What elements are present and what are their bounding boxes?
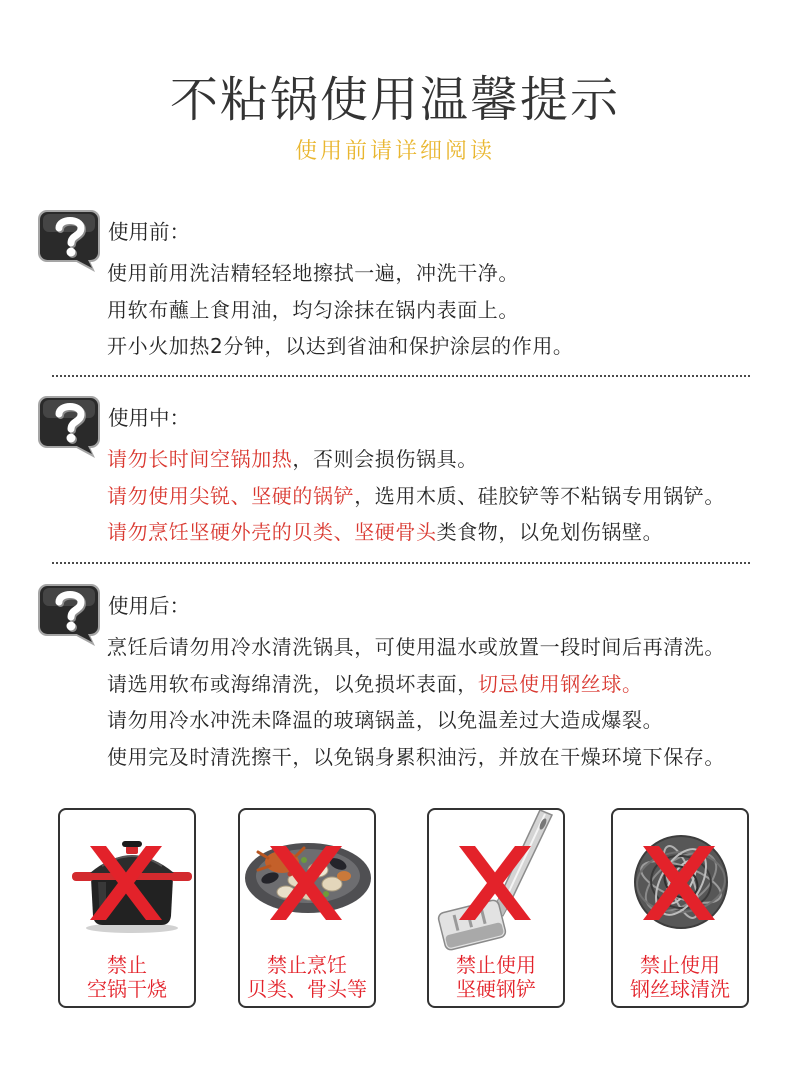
warning-caption xyxy=(240,953,374,1001)
warning-caption xyxy=(613,953,747,1001)
section-heading: 使用中： xyxy=(108,406,190,430)
warning-caption-line: 禁止烹饪 xyxy=(267,953,347,977)
page-title: 不粘锅使用温馨提示 xyxy=(169,72,620,128)
question-bubble-icon xyxy=(37,395,103,459)
tip-text: 用软布蘸上食用油，均匀涂抹在锅内表面上。 xyxy=(107,297,519,322)
tip-lines xyxy=(107,629,777,775)
tip-line xyxy=(107,702,777,739)
dotted-divider xyxy=(52,562,750,564)
red-cross-icon xyxy=(270,846,342,920)
warning-card-hard-spatula xyxy=(427,808,565,1008)
tip-line xyxy=(107,255,777,292)
tip-line xyxy=(107,441,777,478)
tip-text: ，选用木质、硅胶铲等不粘锅专用锅铲。 xyxy=(354,483,726,508)
tip-line xyxy=(107,514,777,551)
warning-caption-line: 贝类、骨头等 xyxy=(247,977,367,1001)
tip-text: 使用前用洗洁精轻轻地擦拭一遍，冲洗干净。 xyxy=(107,261,519,285)
question-bubble-icon xyxy=(37,583,103,647)
tip-text: 请勿烹饪坚硬外壳的贝类、坚硬骨头 xyxy=(107,520,437,544)
tip-line xyxy=(107,478,777,515)
tip-line xyxy=(107,629,777,666)
section-during-use xyxy=(0,394,790,574)
tip-text: 类食物，以免划伤锅壁。 xyxy=(436,520,664,544)
tip-lines xyxy=(107,255,777,365)
red-cross-icon xyxy=(459,846,531,920)
question-bubble-icon xyxy=(37,209,103,273)
tip-text: 使用完及时清洗擦干，以免锅身累积油污，并放在干燥环境下保存。 xyxy=(107,744,725,769)
section-after-use xyxy=(0,582,790,769)
warning-card-steel-wool xyxy=(611,808,749,1008)
tip-text: 烹饪后请勿用冷水清洗锅具，可使用温水或放置一段时间后再清洗。 xyxy=(107,635,725,659)
section-heading: 使用前： xyxy=(108,220,190,244)
tip-text: 请选用软布或海绵清洗，以免损坏表面， xyxy=(107,671,478,696)
warning-caption-line: 空锅干烧 xyxy=(87,977,167,1001)
warning-caption xyxy=(60,953,194,1001)
tip-text: ，否则会损伤锅具。 xyxy=(292,447,478,471)
warning-card-shellfish-bones xyxy=(238,808,376,1008)
tip-line xyxy=(107,292,777,329)
tip-text: 请勿使用尖锐、坚硬的锅铲 xyxy=(107,483,355,508)
section-before-use xyxy=(0,208,790,388)
tip-line xyxy=(107,739,777,776)
warning-caption-line: 坚硬钢铲 xyxy=(456,977,536,1001)
question-bubble-icon xyxy=(37,209,103,273)
tip-line xyxy=(107,328,777,365)
tip-text: 请勿长时间空锅加热 xyxy=(107,447,293,471)
section-heading: 使用后： xyxy=(108,594,190,618)
tip-text: 请勿用冷水冲洗未降温的玻璃锅盖，以免温差过大造成爆裂。 xyxy=(107,708,664,732)
dotted-divider xyxy=(52,375,750,377)
warning-caption-line: 禁止使用 xyxy=(640,953,720,977)
warning-card-dry-heating xyxy=(58,808,196,1008)
question-bubble-icon xyxy=(37,395,103,459)
warning-caption-line: 钢丝球清洗 xyxy=(630,977,730,1001)
question-bubble-icon xyxy=(37,583,103,647)
warning-caption-line: 禁止使用 xyxy=(456,953,536,977)
tip-text: 切忌使用钢丝球。 xyxy=(477,671,643,696)
warning-caption xyxy=(429,953,563,1001)
red-cross-icon xyxy=(643,846,715,920)
tip-text: 开小火加热2分钟，以达到省油和保护涂层的作用。 xyxy=(107,334,574,358)
tip-line xyxy=(107,666,777,703)
page-subtitle: 使用前请详细阅读 xyxy=(294,139,495,164)
red-cross-icon xyxy=(90,846,162,920)
warning-caption-line: 禁止 xyxy=(107,953,147,977)
tip-lines xyxy=(107,441,777,551)
